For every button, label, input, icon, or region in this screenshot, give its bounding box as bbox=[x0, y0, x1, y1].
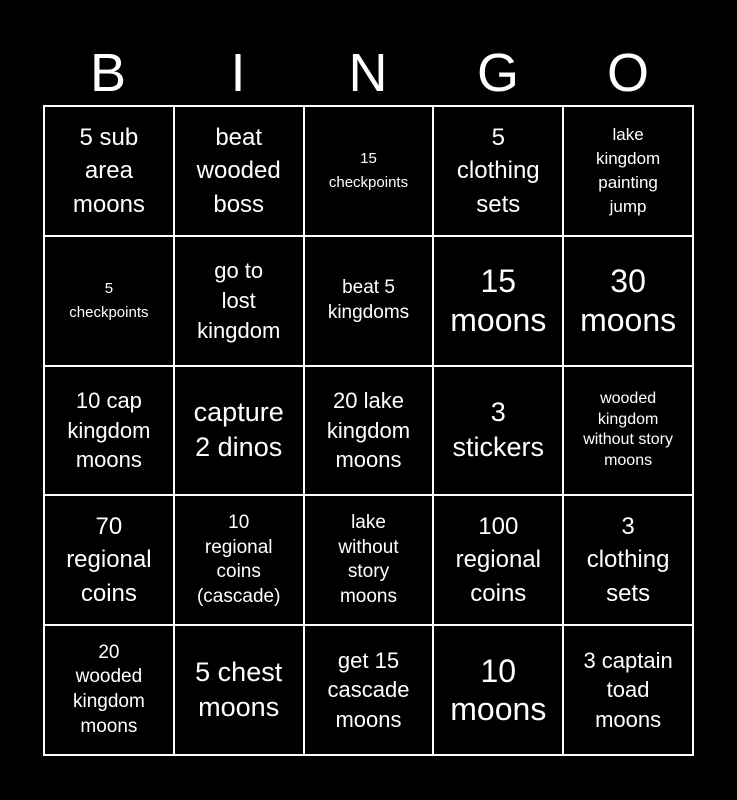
bingo-cell-r4c1[interactable]: 70 regional coins bbox=[45, 496, 173, 624]
bingo-cell-r5c1[interactable]: 20 wooded kingdom moons bbox=[45, 626, 173, 754]
bingo-cell-r5c2[interactable]: 5 chest moons bbox=[175, 626, 303, 754]
header-letter-g: G bbox=[476, 43, 519, 103]
bingo-cell-r1c2[interactable]: beat wooded boss bbox=[175, 107, 303, 235]
bingo-board bbox=[43, 105, 694, 756]
bingo-header bbox=[43, 42, 693, 104]
bingo-cell-r2c5[interactable]: 30 moons bbox=[564, 237, 692, 365]
bingo-cell-r1c1[interactable]: 5 sub area moons bbox=[45, 107, 173, 235]
bingo-cell-r2c1[interactable]: 5 checkpoints bbox=[45, 237, 173, 365]
header-letter-i: I bbox=[230, 43, 246, 103]
header-letter-b: B bbox=[89, 43, 127, 103]
bingo-cell-r5c5[interactable]: 3 captain toad moons bbox=[564, 626, 692, 754]
bingo-cell-r2c4[interactable]: 15 moons bbox=[434, 237, 562, 365]
bingo-cell-r3c3[interactable]: 20 lake kingdom moons bbox=[305, 367, 433, 495]
bingo-cell-r4c4[interactable]: 100 regional coins bbox=[434, 496, 562, 624]
bingo-cell-r4c5[interactable]: 3 clothing sets bbox=[564, 496, 692, 624]
header-letter-o: O bbox=[606, 43, 649, 103]
bingo-cell-r3c1[interactable]: 10 cap kingdom moons bbox=[45, 367, 173, 495]
header-letter-n: N bbox=[348, 43, 388, 103]
bingo-cell-r5c4[interactable]: 10 moons bbox=[434, 626, 562, 754]
bingo-cell-r3c4[interactable]: 3 stickers bbox=[434, 367, 562, 495]
bingo-cell-r2c3[interactable]: beat 5 kingdoms bbox=[305, 237, 433, 365]
bingo-cell-r2c2[interactable]: go to lost kingdom bbox=[175, 237, 303, 365]
bingo-cell-r1c5[interactable]: lake kingdom painting jump bbox=[564, 107, 692, 235]
bingo-cell-r5c3[interactable]: get 15 cascade moons bbox=[305, 626, 433, 754]
bingo-cell-r1c3[interactable]: 15 checkpoints bbox=[305, 107, 433, 235]
bingo-cell-r1c4[interactable]: 5 clothing sets bbox=[434, 107, 562, 235]
bingo-cell-r4c3[interactable]: lake without story moons bbox=[305, 496, 433, 624]
bingo-cell-r3c2[interactable]: capture 2 dinos bbox=[175, 367, 303, 495]
bingo-cell-r3c5[interactable]: wooded kingdom without story moons bbox=[564, 367, 692, 495]
bingo-cell-r4c2[interactable]: 10 regional coins (cascade) bbox=[175, 496, 303, 624]
